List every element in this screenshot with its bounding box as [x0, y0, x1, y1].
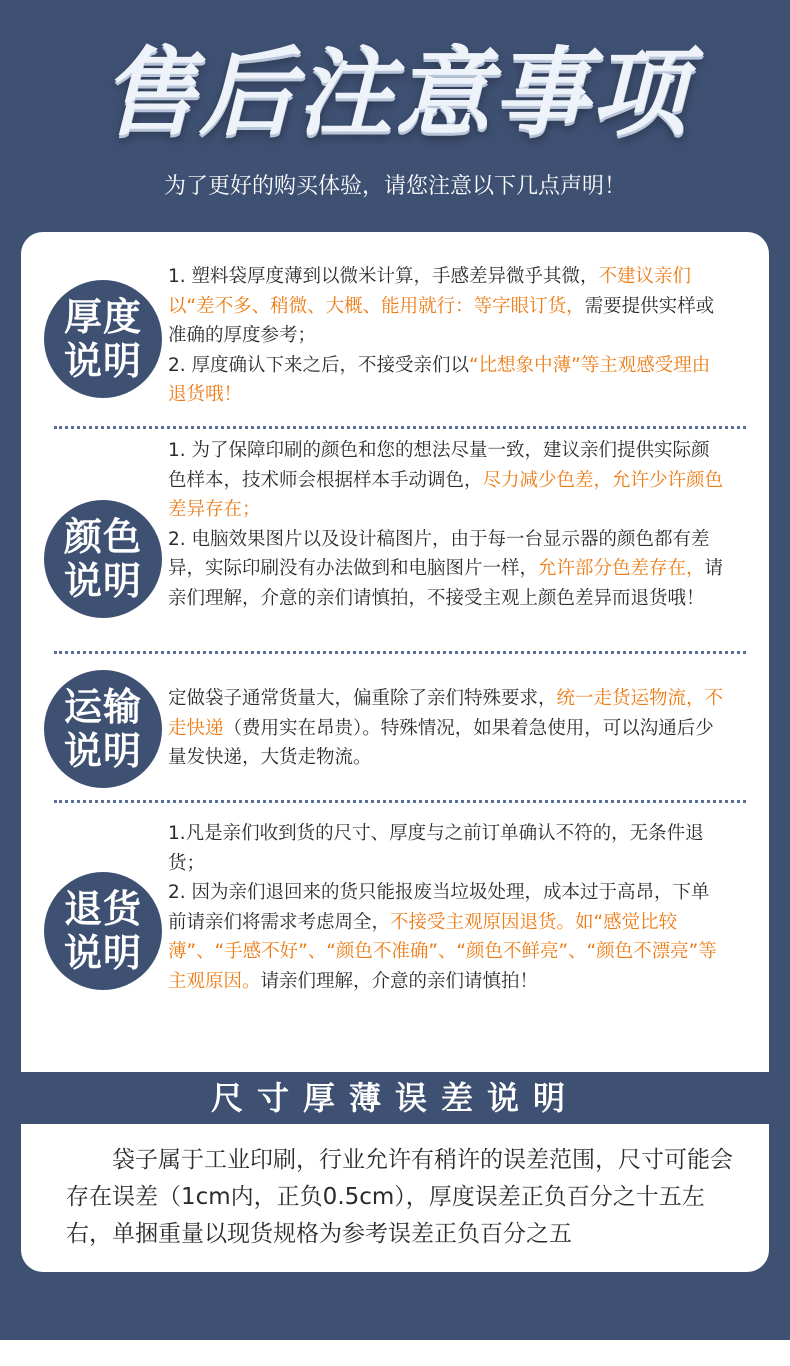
badge-line-1: 厚度	[63, 295, 142, 339]
badge-thickness	[44, 280, 162, 398]
badge-line-2: 说明	[63, 339, 142, 383]
badge-line-2: 说明	[63, 559, 142, 603]
highlighted-text: 统一走货运物流，不走快递	[168, 688, 724, 739]
bottom-strip	[0, 1340, 790, 1366]
body-text: 请亲们理解，介意的亲们请慎拍，不接受主观上颜色差异而退货哦！	[168, 558, 724, 609]
body-text: 2. 厚度确认下来之后，不接受亲们以	[168, 354, 470, 376]
error-section-title: 尺寸厚薄误差说明	[21, 1072, 769, 1124]
dotted-divider	[54, 651, 746, 654]
badge-line-1: 退货	[63, 887, 142, 931]
body-text: 1. 塑料袋厚度薄到以微米计算，手感差异微乎其微，	[168, 266, 599, 287]
highlighted-text: 不接受主观原因退货。如“感觉比较薄”、“手感不好”、“颜色不准确”、“颜色不鲜亮”、“颜色不漂亮”等主观原因。	[168, 911, 717, 992]
section-body	[168, 684, 728, 773]
body-text: 请亲们理解，介意的亲们请慎拍！	[260, 970, 539, 992]
badge-line-1: 颜色	[63, 515, 142, 559]
badge-line-1: 运输	[63, 685, 142, 729]
badge-line-2: 说明	[63, 729, 142, 773]
badge-color	[44, 500, 162, 618]
highlighted-text: 允许部分色差存在，	[538, 558, 705, 579]
highlighted-text: 不建议亲们以“差不多、稍微、大概、能用就行：等字眼订货，	[168, 266, 692, 317]
body-text: （费用实在昂贵）。特殊情况，如果着急使用，可以沟通后少量发快递，大货走物流。	[168, 717, 714, 768]
section-body	[168, 436, 728, 613]
main-title: 售后注意事项	[101, 37, 689, 149]
badge-line-2: 说明	[63, 931, 142, 975]
dotted-divider	[54, 800, 746, 803]
body-text: 2. 因为亲们退回来的货只能报废当垃圾处理，成本过于高昂，下单前请亲们将需求考虑周全，	[168, 882, 710, 933]
body-text: 1. 为了保障印刷的颜色和您的想法尽量一致，建议亲们提供实际颜色样本，技术师会根据样本手动调色，	[168, 440, 710, 491]
body-text: 2. 电脑效果图片以及设计稿图片，由于每一台显示器的颜色都有差异，实际印刷没有办法做到和电脑图片一样，	[168, 528, 710, 579]
section-body	[168, 262, 728, 410]
body-text: 需要提供实样或准确的厚度参考；	[168, 295, 715, 346]
section-body	[168, 819, 728, 996]
dotted-divider	[54, 426, 746, 429]
error-section-text: 袋子属于工业印刷，行业允许有稍许的误差范围，尺寸可能会存在误差（1cm内，正负0.5cm），厚度误差正负百分之十五左右，单捆重量以现货规格为参考误差正负百分之五	[66, 1147, 733, 1247]
highlighted-text: 尽力减少色差，允许少许颜色差异存在；	[168, 469, 724, 520]
badge-shipping	[44, 670, 162, 788]
body-text: 定做袋子通常货量大，偏重除了亲们特殊要求，	[168, 688, 557, 709]
badge-returns	[44, 872, 162, 990]
content-card	[21, 232, 769, 1272]
subtitle: 为了更好的购买体验，请您注意以下几点声明！	[163, 174, 626, 199]
body-text: 1.凡是亲们收到货的尺寸、厚度与之前订单确认不符的，无条件退货；	[168, 823, 704, 874]
highlighted-text: “比想象中薄”等主观感受理由退货哦！	[168, 354, 711, 405]
